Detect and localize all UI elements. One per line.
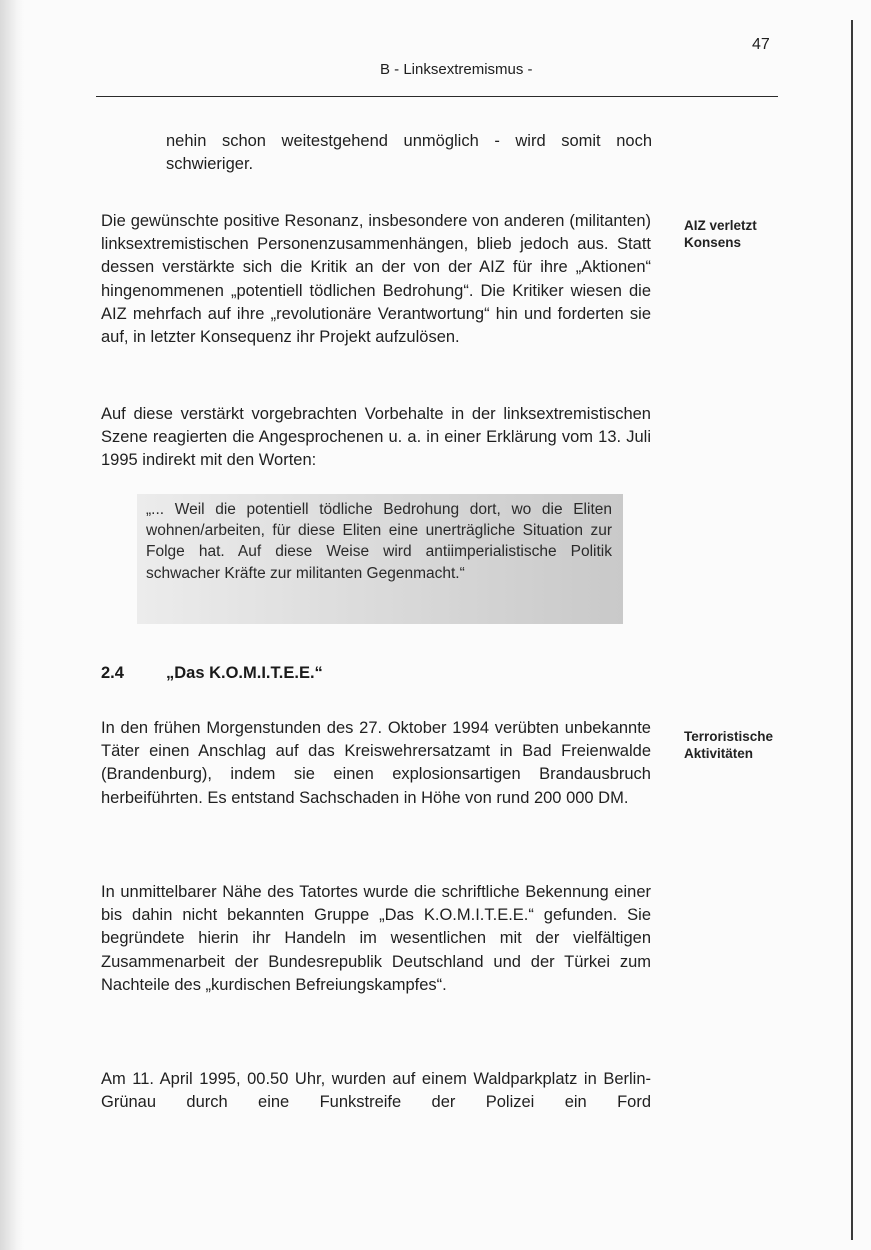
margin-note-terror-line1: Terroristische <box>684 729 774 744</box>
paragraph-april: Am 11. April 1995, 00.50 Uhr, wurden auf einem Waldparkplatz in Berlin-Grünau durch eine Funkstreife der Polizei ein Ford <box>101 1070 651 1112</box>
paragraph-resonance: Die gewünschte positive Resonanz, insbesondere von anderen (militanten) linksextremistischen Personenzusammenhängen, blieb jedoch aus. Statt dessen verstärkte sich die Kritik an der von der AIZ für ihre „Aktionen“ hingenommenen „potentiell tödlichen Bedrohung“. Die Kritiker wiesen die AIZ mehrfach auf ihre „revolutionäre Verantwortung“ hin und forderten sie auf, in letzter Konsequenz ihr Projekt aufzulösen. <box>101 212 651 347</box>
block-quote: „... Weil die potentiell tödliche Bedrohung dort, wo die Eliten wohnen/arbeiten, für diese Eliten eine unerträgliche Situation zur Folge hat. Auf diese Weise wird antiimperialistische Politik schwacher Kräfte zur militanten Gegenmacht.“ <box>146 501 612 582</box>
page-binding-edge <box>0 0 24 1250</box>
header-rule <box>96 96 778 97</box>
margin-note-terror-line2: Aktivitäten <box>684 746 754 761</box>
running-head: B - Linksextremismus - <box>380 61 533 78</box>
margin-note-terror <box>684 728 773 762</box>
section-title: „Das K.O.M.I.T.E.E.“ <box>166 664 323 682</box>
paragraph-claim: In unmittelbarer Nähe des Tatortes wurde die schriftliche Bekennung einer bis dahin nicht bekannten Gruppe „Das K.O.M.I.T.E.E.“ gefunden. Sie begründete hierin ihr Handeln im wesentlichen mit der vielfältigen Zusammenarbeit der Bundesrepublik Deutschland und der Türkei zum Nachteile des „kurdischen Befreiungskampfes“. <box>101 883 651 994</box>
section-number: 2.4 <box>101 664 124 682</box>
paragraph-continuation: nehin schon weitestgehend unmöglich - wird somit noch schwieriger. <box>166 132 652 174</box>
margin-note-aiz-line1: AIZ verletzt <box>684 218 757 233</box>
margin-note-aiz-line2: Konsens <box>684 235 742 250</box>
page-right-edge <box>851 20 853 1240</box>
paragraph-reaction: Auf diese verstärkt vorgebrachten Vorbehalte in der linksextremistischen Szene reagierten die Angesprochenen u. a. in einer Erklärung vom 13. Juli 1995 indirekt mit den Worten: <box>101 405 651 470</box>
page-number: 47 <box>752 36 770 53</box>
margin-note-aiz <box>684 217 757 251</box>
paragraph-attack: In den frühen Morgenstunden des 27. Oktober 1994 verübten unbekannte Täter einen Anschlag auf das Kreiswehrersatzamt in Bad Freienwalde (Brandenburg), indem sie einen explosionsartigen Brandausbruch herbeiführten. Es entstand Sachschaden in Höhe von rund 200 000 DM. <box>101 719 651 807</box>
